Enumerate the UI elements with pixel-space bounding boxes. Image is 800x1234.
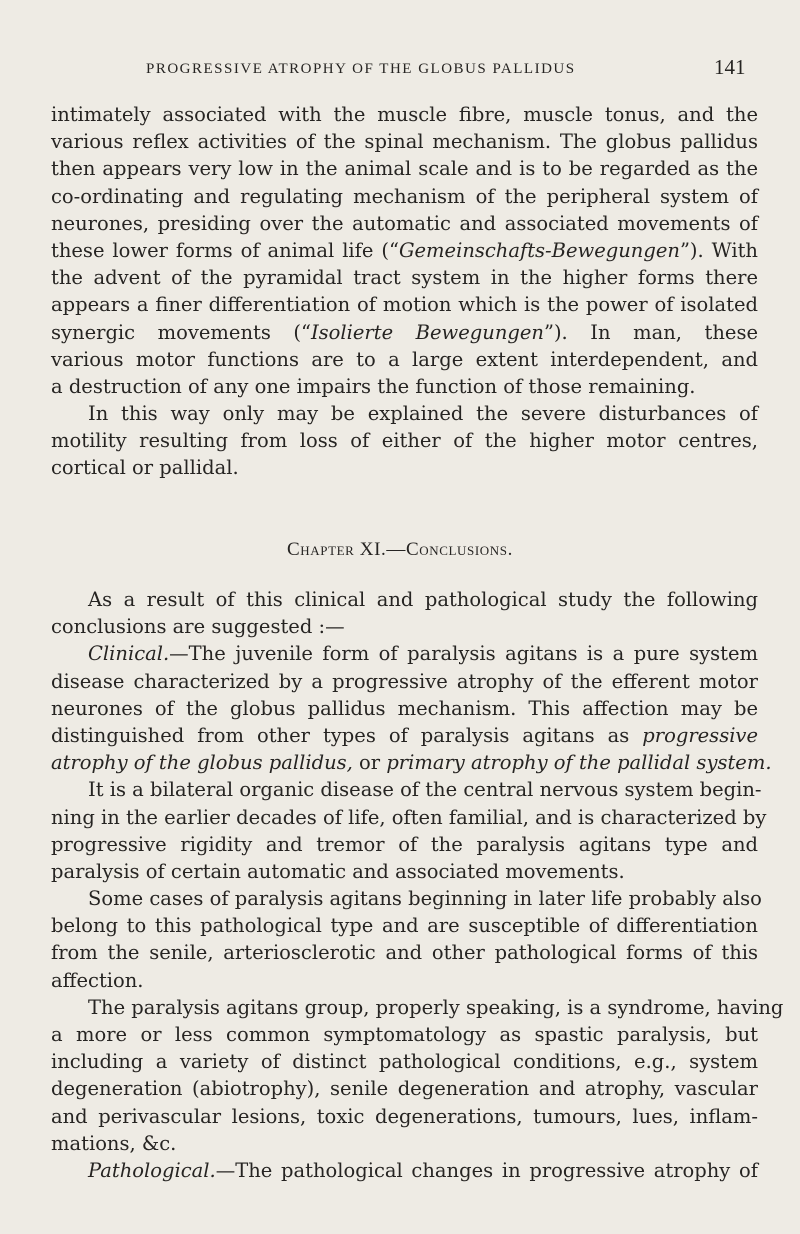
text-line: affection. (51, 968, 144, 992)
text-line: Some cases of paralysis agitans beginning in later life probably also (88, 887, 762, 911)
text-line (51, 237, 758, 264)
text-line (51, 1157, 758, 1184)
conclusions-section (51, 586, 784, 1184)
text-line: various reflex activities of the spinal mechanism. The globus pallidus (51, 130, 758, 154)
page-number: 141 (714, 55, 746, 79)
text-run: synergic movements (“ (51, 320, 311, 344)
text-line: then appears very low in the animal scale and is to be regarded as the (51, 157, 758, 181)
text-line (51, 722, 758, 749)
text-line: intimately associated with the muscle fibre, muscle tonus, and the (51, 103, 758, 126)
continued-paragraph (51, 101, 758, 482)
text-line: The paralysis agitans group, properly speaking, is a syndrome, having (88, 995, 784, 1019)
text-line: and perivascular lesions, toxic degenerations, tumours, lues, inflam- (51, 1104, 758, 1128)
running-header (0, 54, 800, 84)
text-line: motility resulting from loss of either of the higher motor centres, (51, 429, 758, 453)
text-line: various motor functions are to a large extent interdependent, and (51, 347, 758, 371)
text-line: As a result of this clinical and pathological study the following (88, 588, 758, 611)
text-line: degeneration (abiotrophy), senile degeneration and atrophy, vascular (51, 1077, 758, 1101)
text-line: neurones, presiding over the automatic and associated movements of (51, 211, 758, 235)
text-line: conclusions are suggested :— (51, 615, 345, 639)
text-run: —The juvenile form of paralysis agitans is a pure system (169, 642, 758, 666)
text-line: In this way only may be explained the severe disturbances of (88, 402, 758, 426)
section-label-pathological: Pathological. (88, 1158, 216, 1182)
italic-term: atrophy of the globus pallidus, (51, 751, 353, 775)
text-line: progressive rigidity and tremor of the paralysis agitans type and (51, 832, 758, 856)
text-line (51, 319, 758, 346)
text-run: these lower forms of animal life (“ (51, 238, 399, 262)
text-line: It is a bilateral organic disease of the central nervous system begin- (88, 778, 762, 802)
text-line: ning in the earlier decades of life, often familial, and is characterized by (51, 805, 767, 829)
running-header-title: PROGRESSIVE ATROPHY OF THE GLOBUS PALLIDUS (146, 61, 576, 77)
text-line: paralysis of certain automatic and associated movements. (51, 859, 625, 883)
text-line: appears a finer differentiation of motion which is the power of isolated (51, 293, 758, 317)
italic-term: Gemeinschafts-Bewegungen (398, 238, 680, 262)
text-line (51, 749, 772, 776)
text-line: cortical or pallidal. (51, 456, 239, 480)
section-label-clinical: Clinical. (88, 642, 170, 666)
text-line: co-ordinating and regulating mechanism of the peripheral system of (51, 184, 758, 208)
text-line: mations, &c. (51, 1131, 177, 1155)
text-run: or (352, 751, 387, 775)
text-line (51, 640, 758, 667)
text-run: ”). With (679, 238, 758, 262)
text-run: ”). In man, these (543, 320, 758, 344)
italic-term: primary atrophy of the pallidal system. (386, 751, 772, 775)
text-line: the advent of the pyramidal tract system in the higher forms there (51, 266, 758, 290)
text-line: neurones of the globus pallidus mechanism. This affection may be (51, 696, 758, 720)
italic-term: progressive (642, 723, 758, 747)
text-line: from the senile, arteriosclerotic and other pathological forms of this (51, 941, 758, 965)
text-line: belong to this pathological type and are susceptible of differentiation (51, 914, 758, 938)
text-line: including a variety of distinct pathological conditions, e.g., system (51, 1050, 758, 1074)
text-line: disease characterized by a progressive atrophy of the efferent motor (51, 669, 758, 693)
chapter-heading: Chapter XI.—Conclusions. (287, 539, 513, 560)
text-line: a destruction of any one impairs the function of those remaining. (51, 374, 696, 398)
italic-term: Isolierte Bewegungen (310, 320, 544, 344)
text-run: distinguished from other types of paralysis agitans as (51, 723, 643, 747)
text-line: a more or less common symptomatology as spastic paralysis, but (51, 1023, 758, 1046)
text-run: —The pathological changes in progressive atrophy of (215, 1158, 758, 1182)
